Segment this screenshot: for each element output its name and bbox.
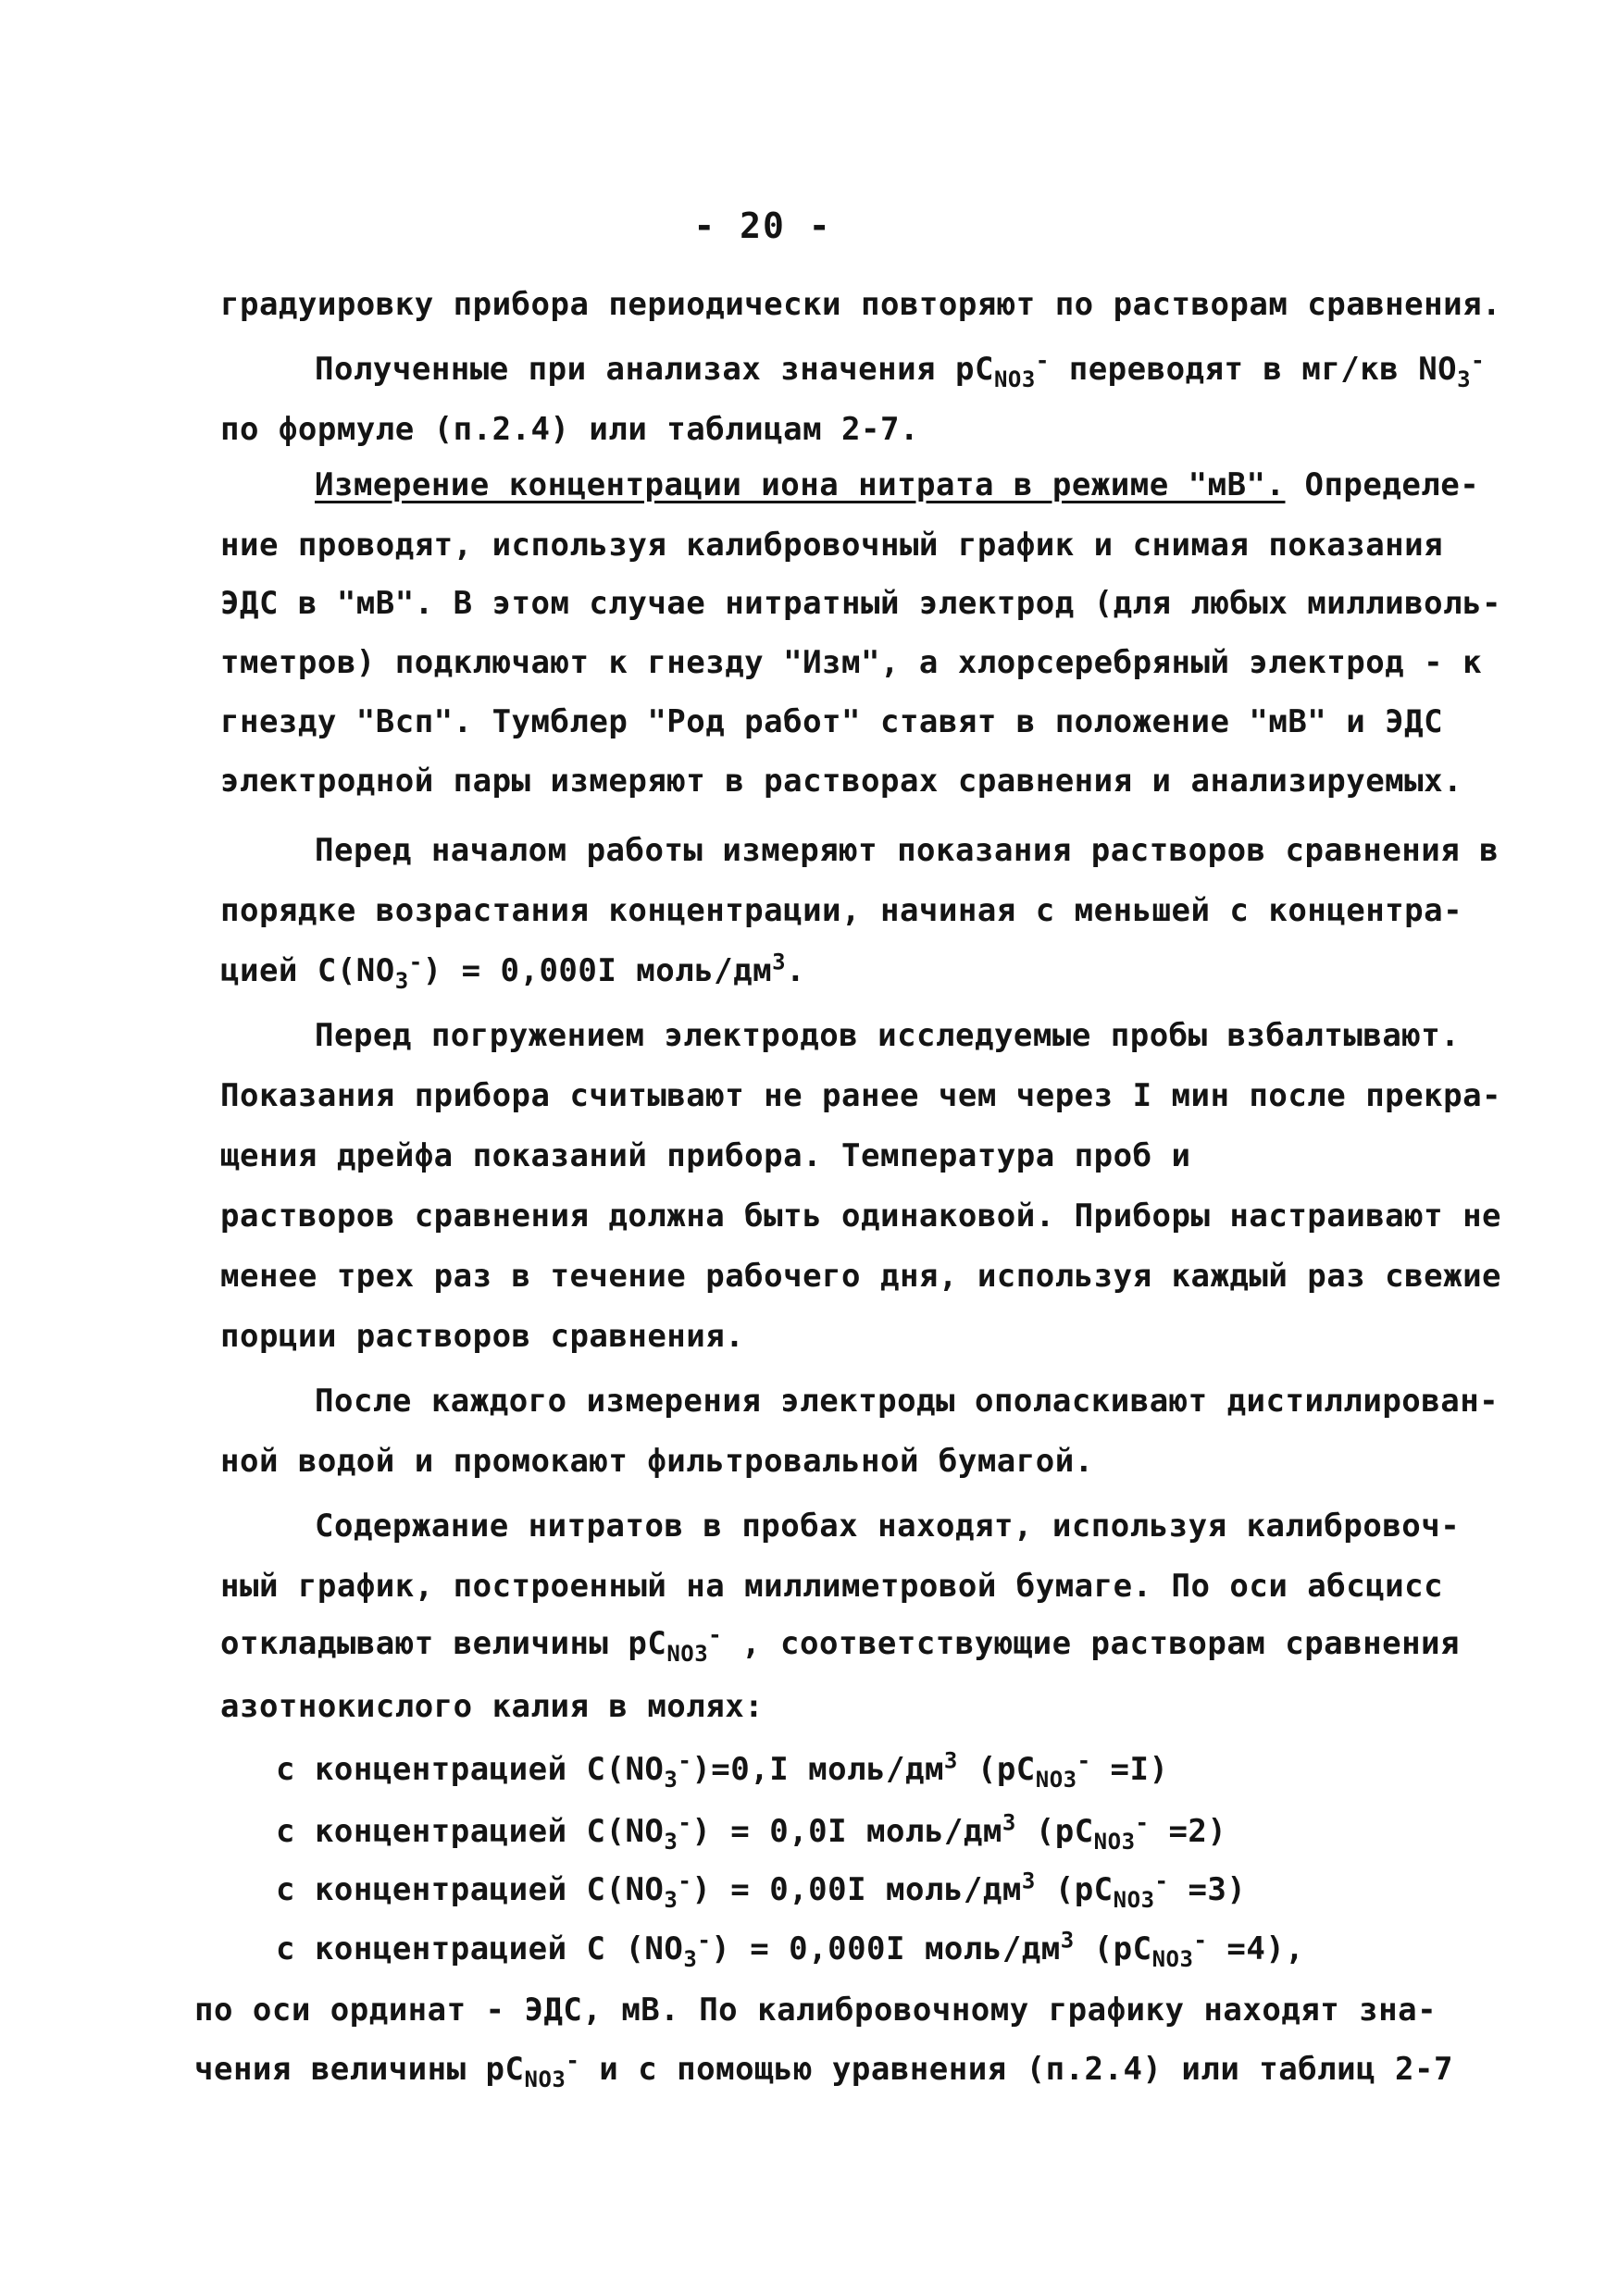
subscript: NO (666, 1640, 695, 1667)
text-line: ние проводят, используя калибровочный график и снимая показания (220, 527, 1444, 564)
text-run: ) = 0,000I моль/дм (422, 952, 773, 989)
superscript: - (1035, 347, 1050, 374)
concentration-line (276, 1927, 1304, 1971)
text-line (315, 463, 1479, 507)
text-run: (рС (957, 1751, 1036, 1788)
superscript: - (678, 1747, 692, 1774)
text-run: , соответствующие растворам сравнения (722, 1625, 1460, 1662)
subscript: 3 (683, 1945, 698, 1972)
subscript: 3 (664, 1886, 678, 1913)
text-line: ный график, построенный на миллиметровой бумаге. По оси абсцисс (220, 1568, 1444, 1605)
concentration-line (276, 1868, 1246, 1912)
text-line: Перед началом работы измеряют показания растворов сравнения в (315, 832, 1500, 869)
text-run: переводят в мг/кв NO (1049, 351, 1458, 388)
text-run: (рС (1015, 1813, 1094, 1850)
text-line (315, 347, 1485, 391)
text-run: (рС (1035, 1871, 1114, 1908)
text-run: с концентрацией С(NO (276, 1871, 665, 1908)
superscript: - (1135, 1809, 1150, 1836)
text-line: по формуле (п.2.4) или таблицам 2-7. (220, 411, 919, 448)
text-line: электродной пары измеряют в растворах сравнения и анализируемых. (220, 763, 1463, 800)
subscript: 3 (664, 1828, 678, 1855)
text-run: Полученные при анализах значения рС (315, 351, 994, 388)
text-line: по оси ординат - ЭДС, мВ. По калибровочному графику находят зна- (194, 1992, 1438, 2029)
superscript: - (678, 1809, 692, 1836)
concentration-line (276, 1747, 1168, 1792)
text-line: Показания прибора считывают не ранее чем через I мин после прекра- (220, 1077, 1502, 1114)
subscript: 3 (1140, 1886, 1155, 1913)
subscript: NO (993, 366, 1022, 392)
superscript: 3 (772, 949, 787, 975)
text-line: градуировку прибора периодически повторяют по растворам сравнения. (220, 286, 1502, 323)
superscript: - (678, 1868, 692, 1894)
text-line: тметров) подключают к гнезду "Изм", а хлорсеребряный электрод - к (220, 644, 1483, 681)
text-line: Содержание нитратов в пробах находят, используя калибровоч- (315, 1508, 1461, 1545)
text-run: )=0,I моль/дм (691, 1751, 944, 1788)
subscript: NO (524, 2066, 553, 2092)
text-line: порции растворов сравнения. (220, 1318, 745, 1355)
superscript: - (566, 2047, 580, 2074)
text-run: цией С(NO (220, 952, 395, 989)
subscript: 3 (664, 1766, 678, 1793)
text-line: После каждого измерения электроды ополаскивают дистиллирован- (315, 1383, 1500, 1420)
text-run: =4), (1207, 1930, 1305, 1967)
text-line (220, 949, 805, 993)
subscript: 3 (1457, 366, 1472, 392)
superscript: 3 (1002, 1809, 1016, 1836)
text-line: гнезду "Всп". Тумблер "Род работ" ставят в положение "мВ" и ЭДС (220, 703, 1444, 740)
subscript: NO (1113, 1886, 1141, 1913)
text-line: ной водой и промокают фильтровальной бумагой. (220, 1443, 1094, 1480)
superscript: 3 (1021, 1868, 1036, 1894)
text-run: =I) (1090, 1751, 1169, 1788)
text-run: ) = 0,000I моль/дм (711, 1930, 1061, 1967)
text-run: чения величины рС (194, 2051, 525, 2088)
text-line: щения дрейфа показаний прибора. Температура проб и (220, 1137, 1191, 1174)
subscript: NO (1151, 1945, 1180, 1972)
text-run: с концентрацией С (NO (276, 1930, 684, 1967)
subscript: 3 (694, 1640, 709, 1667)
superscript: - (708, 1621, 723, 1648)
subscript: NO (1093, 1828, 1122, 1855)
superscript: - (697, 1927, 712, 1954)
subscript: 3 (552, 2066, 566, 2092)
text-line (220, 1621, 1460, 1666)
subscript: 3 (394, 967, 409, 994)
subscript: NO (1035, 1766, 1064, 1793)
text-run: Определе- (1285, 466, 1480, 503)
subscript: 3 (1021, 366, 1036, 392)
superscript: 3 (943, 1747, 958, 1774)
superscript: - (1193, 1927, 1208, 1954)
text-run: . (786, 952, 806, 989)
superscript: - (1471, 347, 1486, 374)
text-run: (рС (1074, 1930, 1152, 1967)
text-run: =3) (1168, 1871, 1247, 1908)
superscript: - (408, 949, 423, 975)
text-run: откладывают величины рС (220, 1625, 667, 1662)
text-run: ) = 0,00I моль/дм (691, 1871, 1022, 1908)
text-run: и с помощью уравнения (п.2.4) или таблиц 2-7 (579, 2051, 1453, 2088)
text-line: растворов сравнения должна быть одинаковой. Приборы настраивают не (220, 1198, 1502, 1235)
subscript: 3 (1121, 1828, 1136, 1855)
text-run: ) = 0,0I моль/дм (691, 1813, 1002, 1850)
text-line: Перед погружением электродов исследуемые пробы взбалтывают. (315, 1017, 1461, 1054)
text-run: с концентрацией С(NO (276, 1751, 665, 1788)
superscript: - (1154, 1868, 1169, 1894)
text-line: ЭДС в "мВ". В этом случае нитратный электрод (для любых милливоль- (220, 585, 1502, 622)
text-line: азотнокислого калия в молях: (220, 1688, 765, 1725)
page-number: - 20 - (693, 205, 832, 246)
text-line: порядке возрастания концентрации, начиная с меньшей с концентра- (220, 892, 1463, 929)
text-run: с концентрацией С(NO (276, 1813, 665, 1850)
text-run: =2) (1149, 1813, 1227, 1850)
subscript: 3 (1179, 1945, 1194, 1972)
text-line (194, 2047, 1453, 2091)
superscript: 3 (1060, 1927, 1075, 1954)
text-line: менее трех раз в течение рабочего дня, используя каждый раз свежие (220, 1258, 1502, 1295)
superscript: - (1077, 1747, 1091, 1774)
section-heading: Измерение концентрации иона нитрата в режиме "мВ". (315, 466, 1286, 503)
subscript: 3 (1063, 1766, 1077, 1793)
concentration-line (276, 1809, 1226, 1854)
